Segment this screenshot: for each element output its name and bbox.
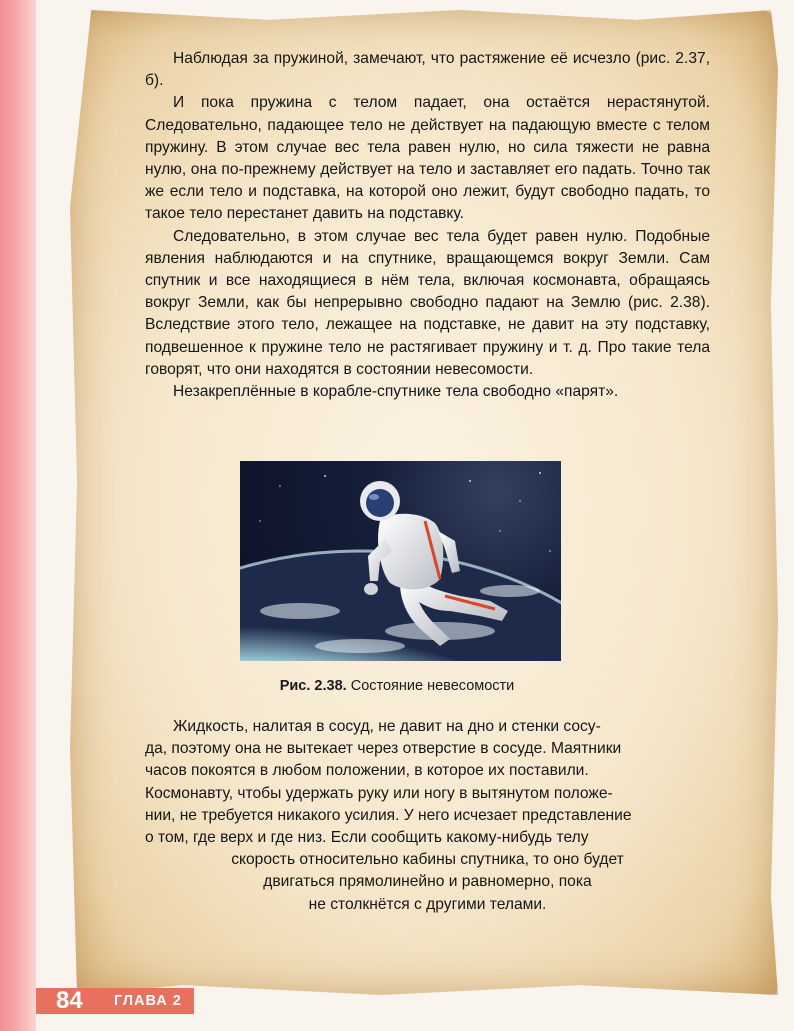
paragraph-3-text: Следовательно, в этом случае вес тела будет равен нулю. Подобные явления наблюдаются и на спутнике, вращающемся вокруг Земли. Сам спутник и все находящиеся в нём тела, включая космонавта, обращаясь вокруг Земли, как бы непрерывно свободно падают на Землю (рис. 2.38). Вследствие этого тело, лежащее на подставке, не давит на эту подставку, подвешенное к пружине тело не растягивает пружину и т. д. Про такие тела говорят, что они находятся в состоянии невесомости. — [145, 227, 710, 378]
text-line-7: скорость относительно кабины спутника, то оно будет — [231, 851, 624, 869]
figure-label: Рис. 2.38. — [279, 678, 347, 694]
text-line-9: не столкнётся с другими телами. — [308, 895, 547, 913]
top-text-block — [145, 48, 710, 403]
text-line-8: двигаться прямолинейно и равномерно, пока — [263, 873, 592, 891]
figure-caption-text: Состояние невесомости — [350, 678, 515, 694]
paragraph-2 — [145, 92, 710, 225]
chapter-label: ГЛАВА 2 — [114, 993, 182, 1009]
text-line-3: часов покоятся в любом положении, в которое их поставили. — [145, 762, 589, 780]
text-line-2: да, поэтому она не вытекает через отверстие в сосуде. Маятники — [145, 740, 622, 758]
figure-caption — [0, 678, 794, 694]
paragraph-1-text: Наблюдая за пружиной, замечают, что растяжение её исчезло (рис. 2.37, б). — [145, 50, 710, 90]
paragraph-3 — [145, 226, 710, 381]
astronaut-image — [240, 461, 561, 661]
bottom-text-block — [145, 716, 710, 916]
text-line-5: нии, не требуется никакого усилия. У него исчезает представление — [145, 806, 632, 824]
page-number: 84 — [56, 987, 83, 1014]
text-line-1: Жидкость, налитая в сосуд, не давит на дно и стенки сосу- — [173, 718, 601, 735]
paragraph-2-text: И пока пружина с телом падает, она остаётся нерастянутой. Следовательно, падающее тело не действует на падающую вместе с телом пружину. В этом случае вес тела равен нулю, но сила тяжести не равна нулю, она по-прежнему действует на тело и заставляет его падать. Точно так же если тело и подставка, на которой оно лежит, будут свободно падать, то такое тело перестанет давить на подставку. — [145, 94, 710, 223]
paragraph-1 — [145, 48, 710, 92]
page-footer — [36, 988, 194, 1014]
left-margin-strip — [0, 0, 36, 1031]
paragraph-4-text: Незакреплённые в корабле-спутнике тела свободно «парят». — [173, 383, 619, 401]
paragraph-4 — [145, 381, 710, 403]
text-line-6: о том, где верх и где низ. Если сообщить какому-нибудь телу — [145, 829, 589, 847]
text-line-4: Космонавту, чтобы удержать руку или ногу в вытянутом положе- — [145, 784, 613, 802]
astronaut-figure — [240, 461, 561, 661]
